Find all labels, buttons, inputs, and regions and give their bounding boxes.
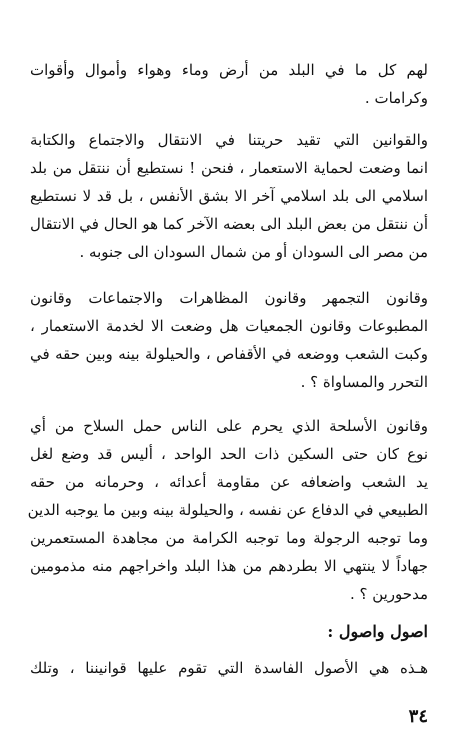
text-line: وكرامات . [364,89,428,107]
text-line: اسلامي الى بلد اسلامي آخر الا بشق الأنفس ، بل قد لا نستطيع [30,187,428,205]
text-line: الطبيعي في الدفاع عن نفسه ، والحيلولة بينه وبين ما يوجبه الدين [27,501,428,519]
text-line: لهم كل ما في البلد من أرض وماء وهواء وأموال وأقوات [30,61,428,79]
text-line: والقوانين التي تقيد حريتنا في الانتقال والاجتماع والكتابة [30,131,428,149]
paragraph-3 [30,284,428,396]
text-line: يد الشعب واضعافه عن مقاومة أعدائه ، وحرمانه من حقه [30,473,428,491]
text-line: جهاداً لا ينتهي الا بطردهم من هذا البلد واخراجهم منه مذمومين [30,557,428,575]
paragraph-4 [27,412,428,608]
text-line: وقانون التجمهر وقانون المظاهرات والاجتماعات وقانون [30,289,428,307]
paragraph-5 [30,654,428,682]
text-line: وقانون الأسلحة الذي يحرم على الناس حمل السلاح من أي [30,417,428,435]
text-line: من مصر الى السودان أو من شمال السودان الى جنوبه . [79,243,428,261]
page-number: ٣٤ [408,706,428,727]
paragraph-2 [30,126,428,266]
text-line: انما وضعت لحماية الاستعمار ، فنحن ! نستطيع أن ننتقل من بلد [30,159,428,177]
text-line: المطبوعات وقانون الجمعيات هل وضعت الا لخدمة الاستعمار ، [30,317,428,335]
paragraph-1 [30,56,428,112]
text-line: وما توجبه الرجولة وما توجبه الكرامة من مجاهدة المستعمرين [30,529,428,547]
section-heading: اصول واصول : [327,622,428,641]
text-line: هـذه هي الأصول الفاسدة التي تقوم عليها قوانيننا ، وتلك [30,659,428,677]
text-line: نوع كان حتى السكين ذات الحد الواحد ، أليس قد وضع لغل [30,445,428,463]
text-line: مدحورين ؟ . [349,585,428,603]
text-line: التحرر والمساواة ؟ . [300,373,428,391]
text-line: وكبت الشعب ووضعه في الأقفاص ، والحيلولة بينه وبين حقه في [30,345,428,363]
text-line: أن ننتقل من بعض البلد الى بعضه الآخر كما هو الحال في الانتقال [30,215,428,233]
